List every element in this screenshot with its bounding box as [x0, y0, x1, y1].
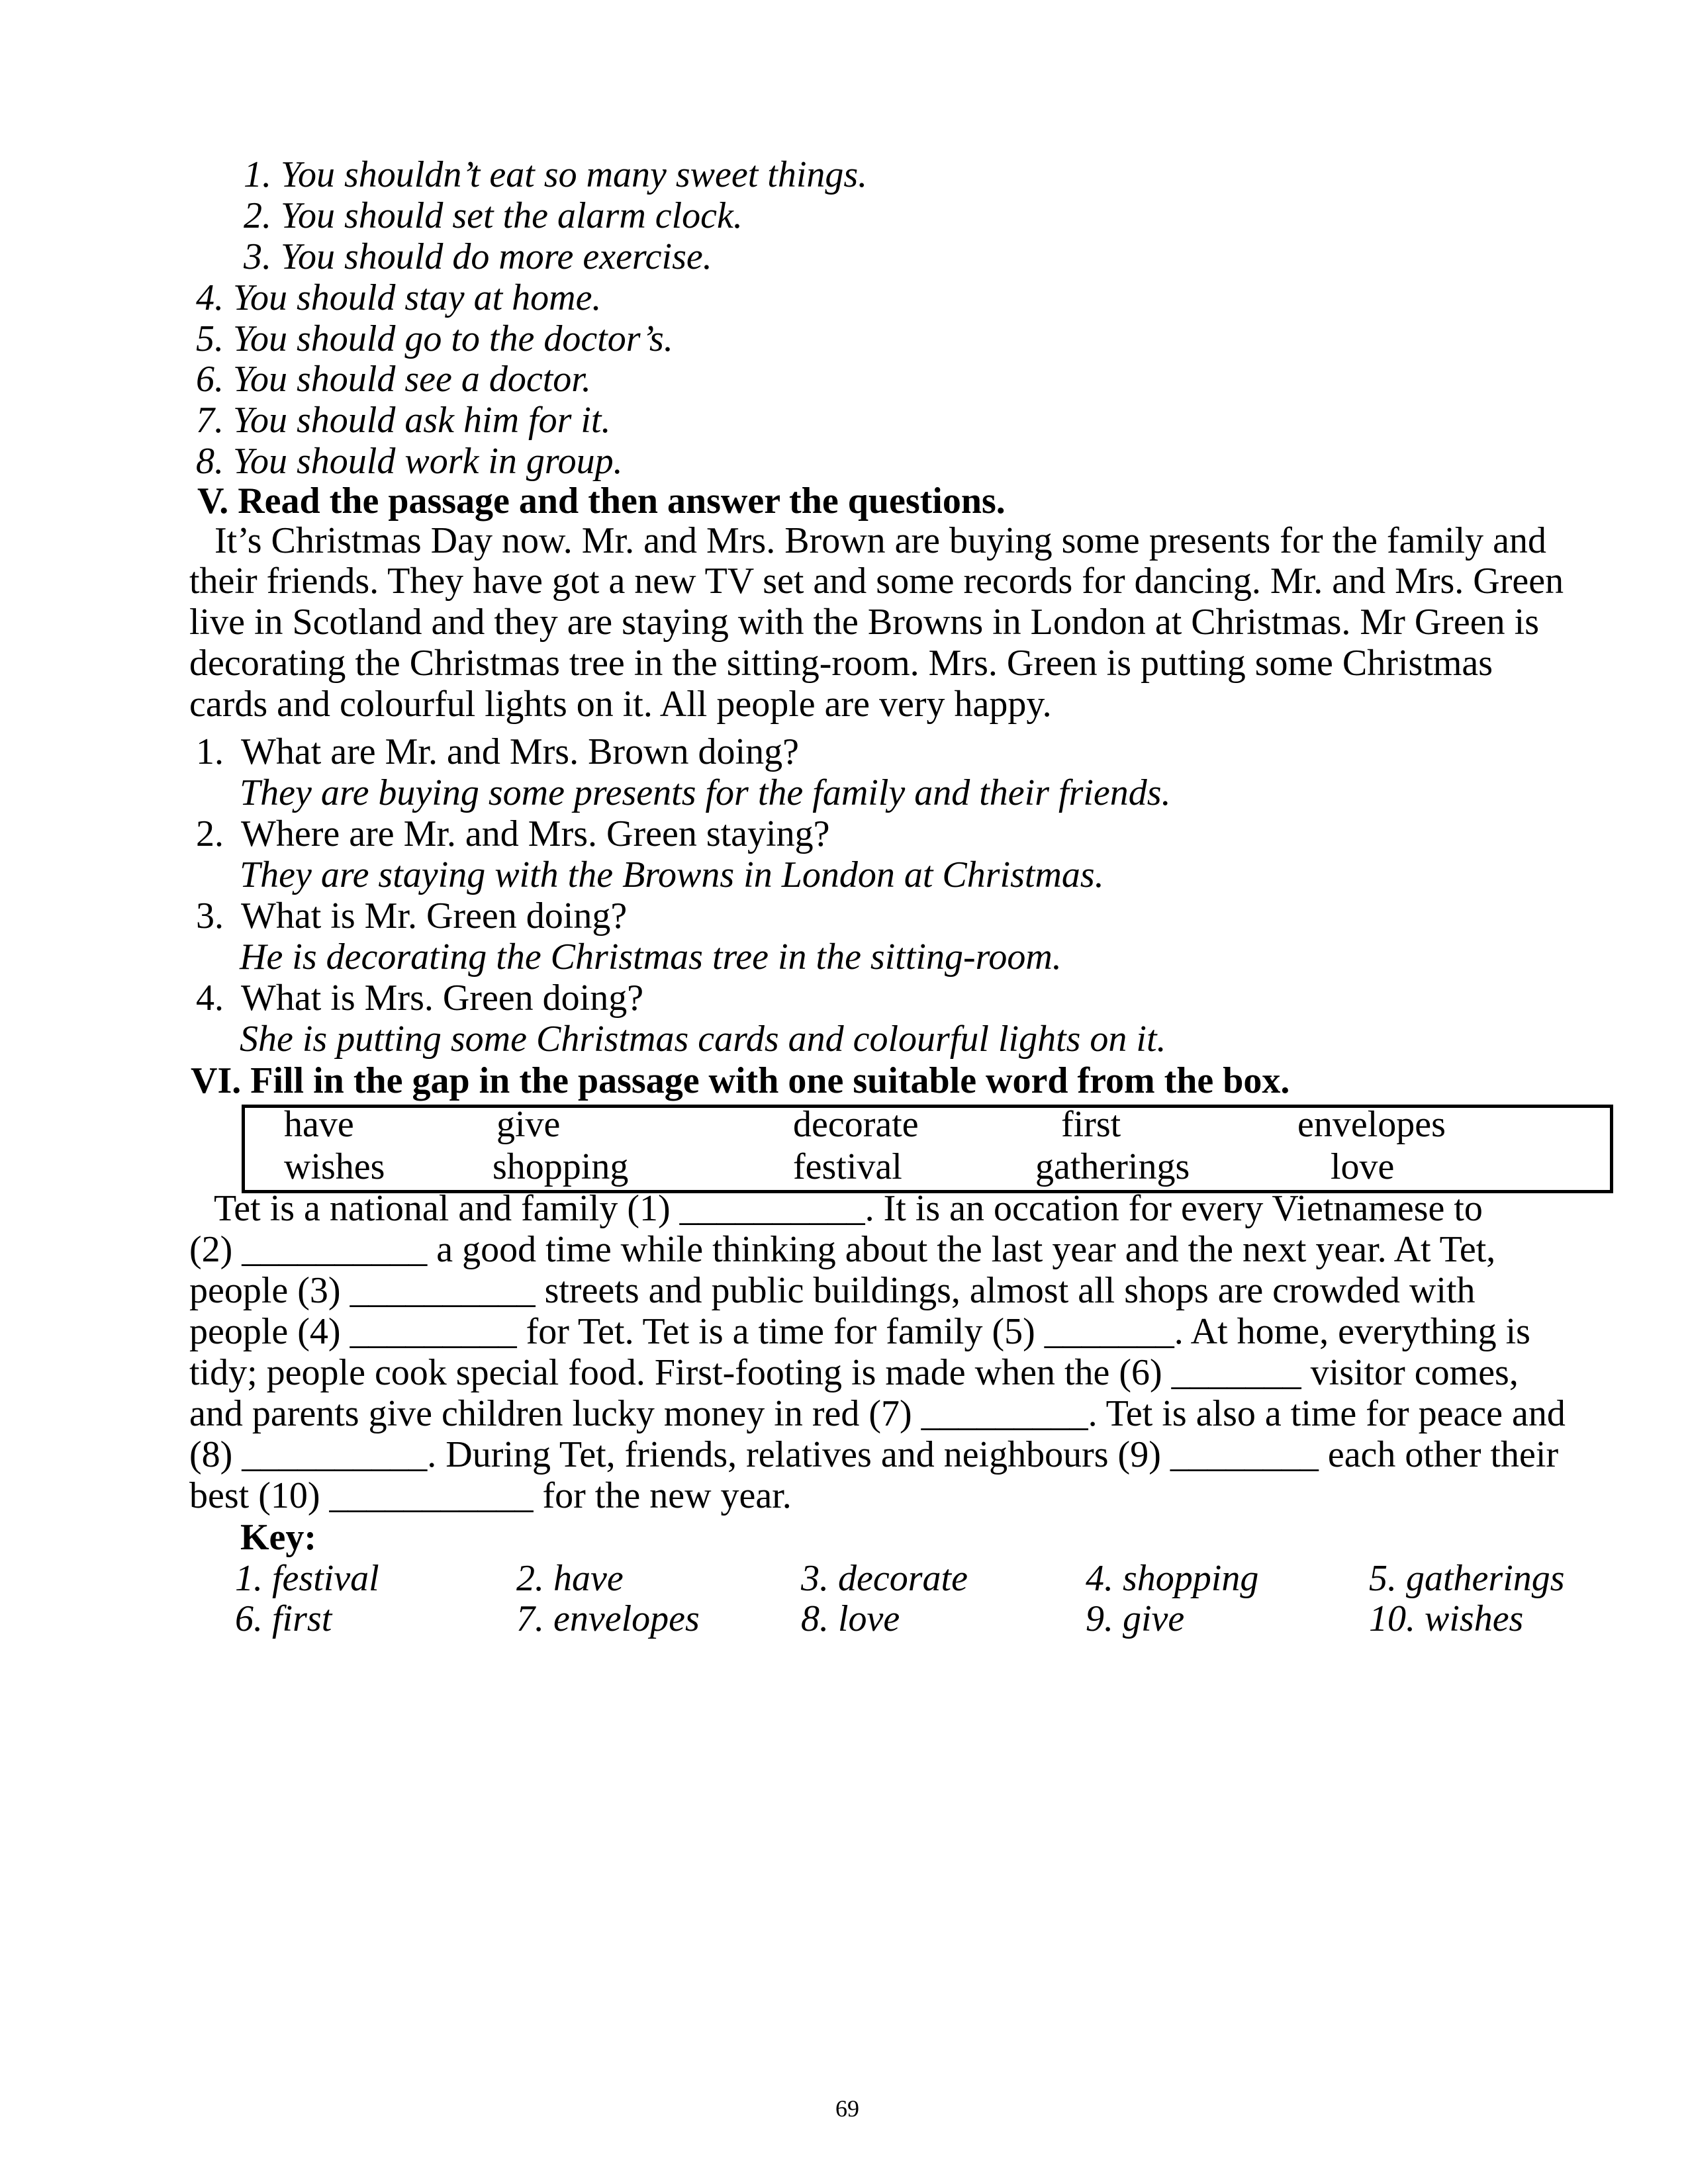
advice-answer-item: 2. You should set the alarm clock.	[244, 195, 743, 236]
key-label: Key:	[240, 1517, 317, 1558]
word-box-item: festival	[793, 1146, 902, 1187]
advice-answer-item: 3. You should do more exercise.	[244, 236, 712, 277]
advice-answer-item: 8. You should work in group.	[196, 441, 623, 482]
key-item: 7. envelopes	[516, 1598, 700, 1639]
word-box-item: first	[1061, 1104, 1121, 1145]
word-box-item: have	[284, 1104, 354, 1145]
question-text: What is Mr. Green doing?	[241, 895, 628, 936]
gap-passage-line: people (4) _________ for Tet. Tet is a time for family (5) _______. At home, everything is	[189, 1311, 1530, 1352]
key-item: 2. have	[516, 1558, 624, 1599]
advice-answer-item: 5. You should go to the doctor’s.	[196, 318, 673, 359]
section-vi-heading: VI. Fill in the gap in the passage with one suitable word from the box.	[191, 1060, 1290, 1101]
word-box-item: wishes	[284, 1146, 385, 1187]
question-answer: They are buying some presents for the family and their friends.	[240, 772, 1171, 813]
passage-line: live in Scotland and they are staying with the Browns in London at Christmas. Mr Green is	[189, 602, 1539, 643]
question-answer: He is decorating the Christmas tree in the sitting-room.	[240, 936, 1062, 978]
passage-line: cards and colourful lights on it. All people are very happy.	[189, 684, 1052, 725]
advice-answer-item: 1. You shouldn’t eat so many sweet things.	[244, 154, 868, 195]
word-box-item: shopping	[492, 1146, 629, 1187]
question-number: 4.	[196, 978, 224, 1019]
word-box-item: gatherings	[1035, 1146, 1190, 1187]
key-item: 6. first	[235, 1598, 332, 1639]
advice-answer-item: 4. You should stay at home.	[196, 277, 602, 318]
question-number: 1.	[196, 731, 224, 772]
question-text: What is Mrs. Green doing?	[241, 978, 644, 1019]
word-box-item: decorate	[793, 1104, 919, 1145]
question-number: 3.	[196, 895, 224, 936]
question-text: What are Mr. and Mrs. Brown doing?	[241, 731, 799, 772]
key-item: 5. gatherings	[1369, 1558, 1565, 1599]
word-box-item: love	[1331, 1146, 1395, 1187]
gap-passage-line: (8) __________. During Tet, friends, relatives and neighbours (9) ________ each other their	[189, 1434, 1559, 1475]
question-text: Where are Mr. and Mrs. Green staying?	[241, 813, 830, 854]
key-item: 10. wishes	[1369, 1598, 1524, 1639]
key-item: 3. decorate	[801, 1558, 968, 1599]
gap-passage-line: people (3) __________ streets and public buildings, almost all shops are crowded with	[189, 1270, 1476, 1311]
word-box-item: envelopes	[1297, 1104, 1446, 1145]
gap-passage-line: Tet is a national and family (1) __________. It is an occation for every Vietnamese to	[196, 1188, 1483, 1229]
key-item: 9. give	[1086, 1598, 1185, 1639]
key-item: 8. love	[801, 1598, 900, 1639]
question-answer: She is putting some Christmas cards and colourful lights on it.	[240, 1019, 1166, 1060]
advice-answer-item: 6. You should see a doctor.	[196, 359, 591, 400]
section-v-heading: V. Read the passage and then answer the questions.	[197, 480, 1006, 522]
passage-line: It’s Christmas Day now. Mr. and Mrs. Brown are buying some presents for the family and	[196, 520, 1547, 561]
key-item: 1. festival	[235, 1558, 379, 1599]
page-number: 69	[835, 2095, 859, 2122]
advice-answer-item: 7. You should ask him for it.	[196, 400, 611, 441]
gap-passage-line: (2) __________ a good time while thinking about the last year and the next year. At Tet,	[189, 1229, 1496, 1270]
passage-line: decorating the Christmas tree in the sitting-room. Mrs. Green is putting some Christmas	[189, 643, 1493, 684]
question-number: 2.	[196, 813, 224, 854]
key-item: 4. shopping	[1086, 1558, 1259, 1599]
gap-passage-line: best (10) ___________ for the new year.	[189, 1475, 792, 1516]
word-box-item: give	[496, 1104, 561, 1145]
gap-passage-line: tidy; people cook special food. First-footing is made when the (6) _______ visitor comes,	[189, 1352, 1519, 1393]
gap-passage-line: and parents give children lucky money in red (7) _________. Tet is also a time for peace and	[189, 1393, 1566, 1434]
passage-line: their friends. They have got a new TV set and some records for dancing. Mr. and Mrs. Green	[189, 561, 1564, 602]
question-answer: They are staying with the Browns in London at Christmas.	[240, 854, 1104, 895]
